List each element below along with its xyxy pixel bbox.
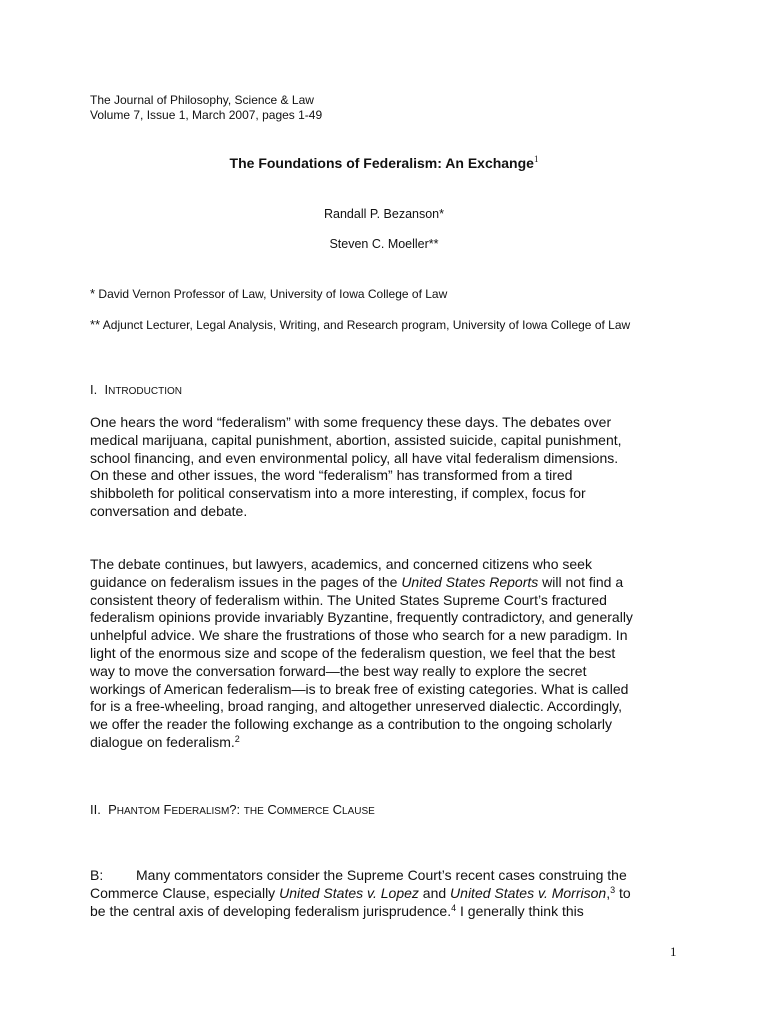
speaker-label: B:: [90, 867, 104, 883]
text-line: Commerce Clause, especially United States v. Lopez and United States v. Morrison,$^3$ to: [90, 884, 631, 901]
text-line: be the central axis of developing federalism jurisprudence.$^4$ I generally think this: [90, 902, 584, 919]
heading-rest: NTRODUCTION: [108, 386, 182, 397]
footnote-ref-1[interactable]: 1: [533, 154, 539, 164]
text-line: light of the enormous size and scope of the federalism question, we feel that the best: [90, 644, 616, 661]
text-line: The debate continues, but lawyers, academics, and concerned citizens who seek: [90, 556, 592, 572]
footnote-ref-4[interactable]: 4: [451, 902, 457, 913]
introduction-paragraph-1: [90, 414, 690, 521]
affiliation-marker: *: [90, 286, 96, 301]
text-line: federalism opinions provide invariably Byzantine, frequently contradictory, and generally: [90, 609, 633, 626]
journal-header: [90, 93, 322, 123]
text-line: shibboleth for political conservatism into a more interesting, if complex, focus for: [90, 485, 586, 502]
italic-citation: United States Reports: [401, 573, 539, 590]
article-title: [0, 154, 768, 171]
text-line: for is a free-wheeling, broad ranging, and altogether unreserved dialectic. Accordingly,: [90, 698, 623, 715]
article-title-text: The Foundations of Federalism: An Exchange: [229, 155, 534, 171]
journal-citation: Volume 7, Issue 1, March 2007, pages 1-49: [90, 108, 323, 122]
text-line: B: Many commentators consider the Supreme Court’s recent cases construing the: [90, 867, 627, 883]
text-line: way to move the conversation forward—the best way really to explore the secret: [90, 662, 587, 679]
text-line: we offer the reader the following exchange as a contribution to the ongoing scholarly: [90, 716, 612, 733]
section-numeral: I.: [90, 382, 98, 397]
section-heading-phantom-federalism: II. PHANTOM FEDERALISM?: THE COMMERCE CLAUSE: [90, 802, 375, 817]
heading-initial: I: [104, 382, 109, 397]
italic-case-name: United States v. Lopez: [279, 884, 419, 901]
text-line: consistent theory of federalism within. The United States Supreme Court’s fractured: [90, 591, 607, 608]
affiliation-marker: **: [90, 317, 101, 332]
footnote-ref-2[interactable]: 2: [234, 733, 240, 744]
text-line: school financing, and even environmental policy, all have vital federalism dimensions.: [90, 449, 619, 466]
section-numeral: II.: [90, 802, 101, 817]
author-1: Randall P. Bezanson*: [324, 207, 444, 221]
affiliation-text: Adjunct Lecturer, Legal Analysis, Writing, and Research program, University of Iowa College of Law: [102, 318, 631, 332]
text-line: guidance on federalism issues in the pages of the United States Reports will not find a: [90, 573, 624, 590]
text-line: dialogue on federalism.$^2$: [90, 733, 240, 750]
introduction-paragraph-2: [90, 556, 690, 752]
text-line: One hears the word “federalism” with some frequency these days. The debates over: [90, 414, 612, 430]
italic-case-name: United States v. Morrison: [450, 884, 607, 901]
footnote-ref-3[interactable]: 3: [610, 884, 616, 895]
affiliation-1: [90, 286, 447, 301]
text-line: conversation and debate.: [90, 502, 248, 519]
text-line: unhelpful advice. We share the frustrations of those who search for a new paradigm. In: [90, 627, 628, 644]
page-number: 1: [670, 944, 677, 959]
text-line: workings of American federalism—is to break free of existing categories. What is called: [90, 680, 629, 697]
author-2: Steven C. Moeller**: [329, 237, 439, 251]
text-line: medical marijuana, capital punishment, abortion, assisted suicide, capital punishment,: [90, 431, 622, 448]
journal-name: The Journal of Philosophy, Science & Law: [90, 93, 314, 107]
dialogue-paragraph-b: [90, 867, 690, 920]
text-line: On these and other issues, the word “federalism” has transformed from a tired: [90, 467, 573, 484]
section-heading-introduction: [90, 382, 182, 397]
affiliation-2: [90, 317, 630, 332]
affiliation-text: David Vernon Professor of Law, University of Iowa College of Law: [98, 287, 448, 301]
